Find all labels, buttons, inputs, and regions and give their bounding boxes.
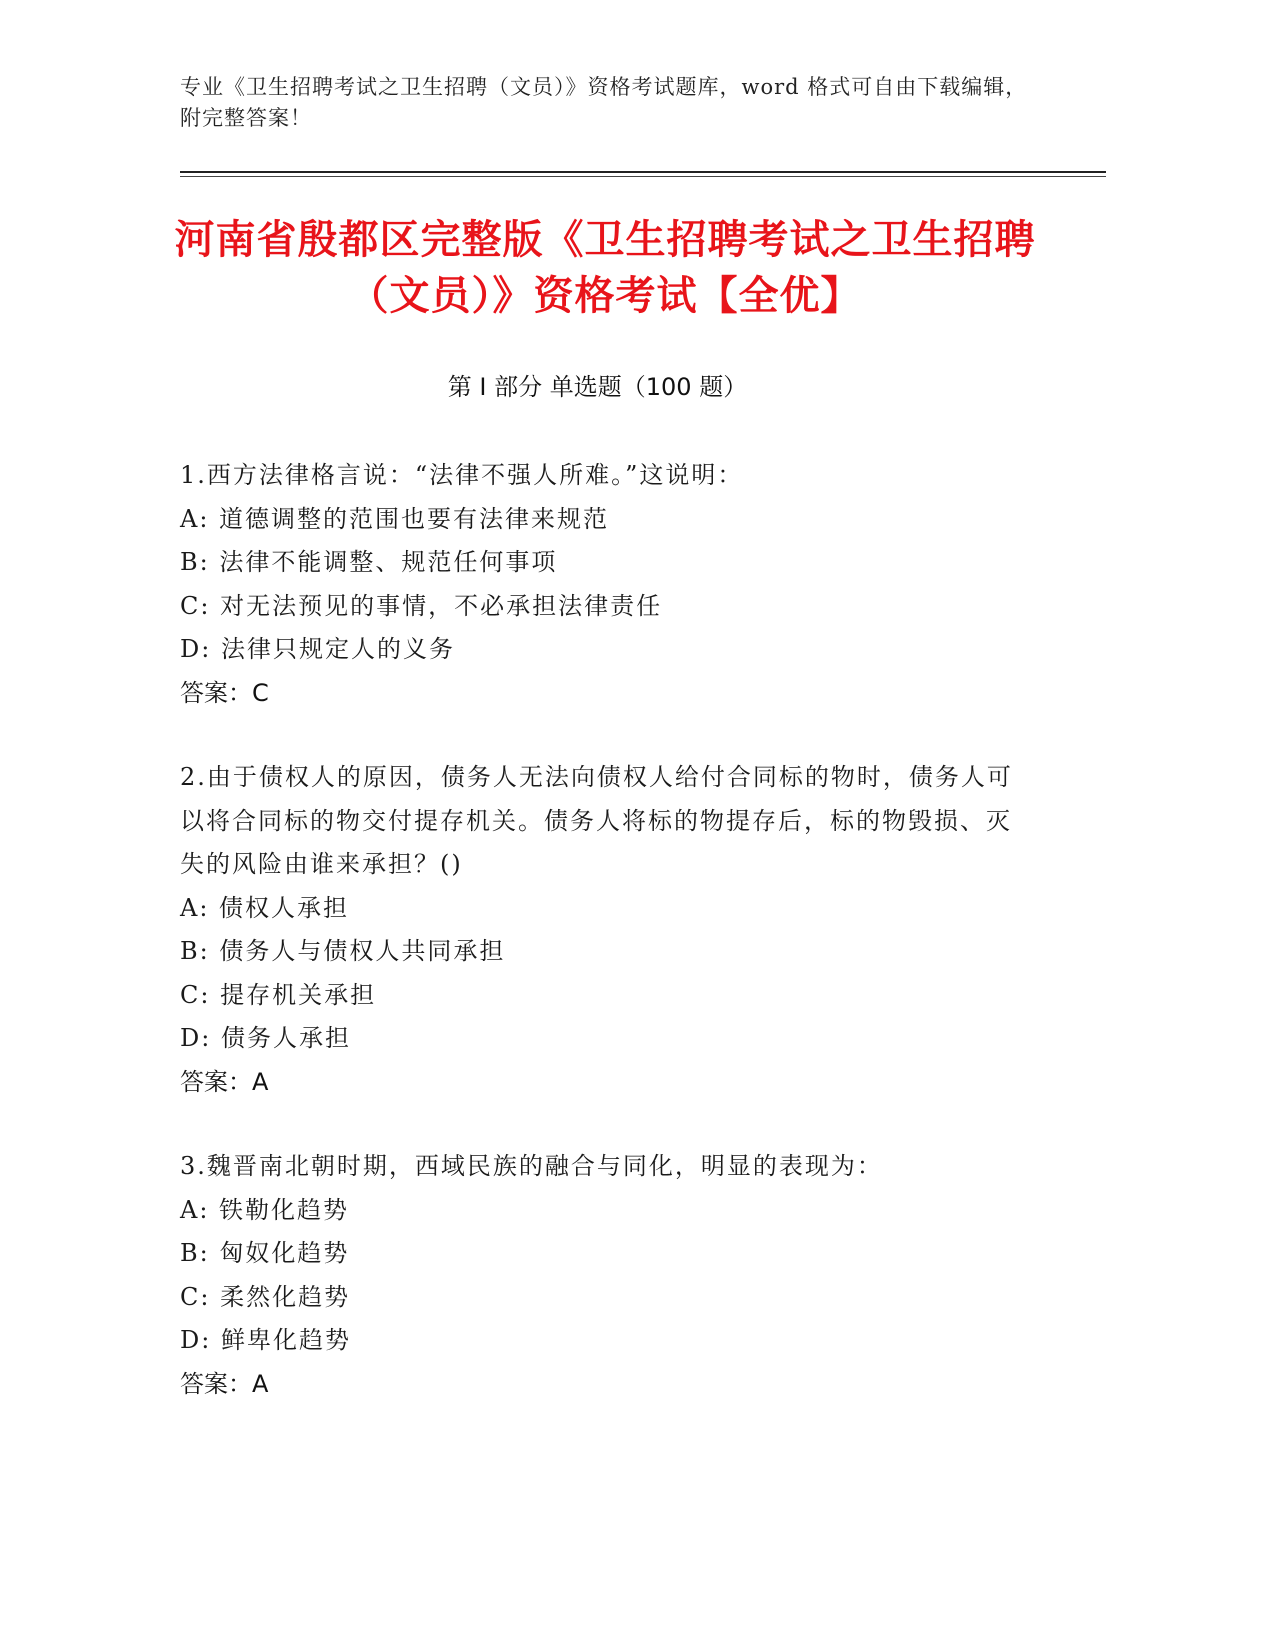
option-d: D: 鲜卑化趋势 [180, 1326, 351, 1354]
option-d: D: 法律只规定人的义务 [180, 635, 455, 663]
option-c: C: 对无法预见的事情，不必承担法律责任 [180, 591, 663, 620]
option-a: A: 债权人承担 [180, 893, 350, 922]
question-stem: 2.由于债权人的原因，债务人无法向债权人给付合同标的物时，债务人可以将合同标的物交付提存机关。债务人将标的物提存后，标的物毁损、灭失的风险由谁来承担？() [180, 763, 1013, 878]
header-divider-thin [180, 176, 1106, 177]
question-list [180, 454, 1020, 1447]
question-3 [180, 1145, 1020, 1406]
question-2 [180, 756, 1020, 1104]
answer-line: 答案：A [180, 1067, 269, 1096]
option-a: A: 铁勒化趋势 [180, 1195, 350, 1224]
header-divider-thick [180, 171, 1106, 173]
option-d: D: 债务人承担 [180, 1024, 351, 1052]
section-heading: 第 I 部分 单选题（100 题） [447, 373, 748, 401]
question-stem: 1.西方法律格言说：“法律不强人所难。”这说明： [180, 461, 744, 489]
option-a: A: 道德调整的范围也要有法律来规范 [180, 504, 610, 533]
option-b: B: 债务人与债权人共同承担 [180, 937, 506, 965]
document-title: 河南省殷都区完整版《卫生招聘考试之卫生招聘（文员）》资格考试【全优】 [174, 217, 1036, 319]
header-note: 专业《卫生招聘考试之卫生招聘（文员）》资格考试题库，word 格式可自由下载编辑，附完整答案！ [180, 75, 1028, 130]
question-stem: 3.魏晋南北朝时期，西域民族的融合与同化，明显的表现为： [180, 1152, 883, 1180]
question-1 [180, 454, 1020, 715]
answer-line: 答案：C [180, 678, 269, 707]
option-b: B: 法律不能调整、规范任何事项 [180, 548, 558, 576]
option-b: B: 匈奴化趋势 [180, 1239, 350, 1267]
option-c: C: 柔然化趋势 [180, 1282, 351, 1311]
answer-line: 答案：A [180, 1369, 269, 1398]
option-c: C: 提存机关承担 [180, 980, 377, 1009]
